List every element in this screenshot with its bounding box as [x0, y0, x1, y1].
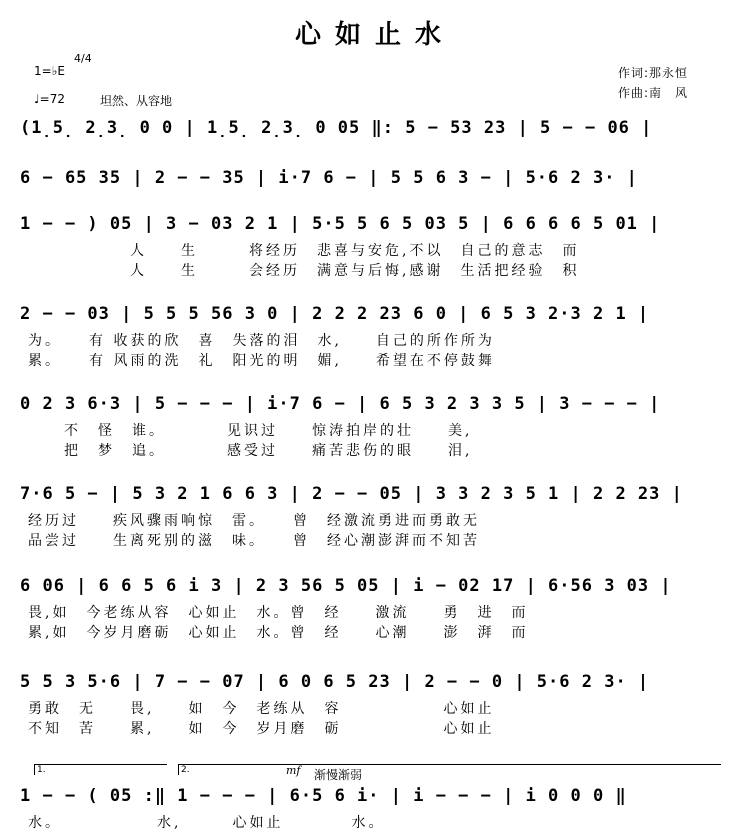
- lyrics-verse-1: 不 怪 谁。 见识过 惊涛拍岸的壮 美,: [64, 423, 473, 439]
- volta-1: 1.: [34, 764, 167, 775]
- lyrics-verse-1: 人 生 将经历 悲喜与安危,不以 自己的意志 而: [130, 243, 580, 259]
- tempo-change-mark: 渐慢渐弱: [314, 768, 363, 782]
- score-line-1: [20, 118, 730, 158]
- score-line-6: [20, 484, 730, 554]
- lyrics-verse-2: 人 生 会经历 满意与后悔,感谢 生活把经验 积: [130, 263, 580, 279]
- score-line-2: [20, 168, 730, 208]
- notes: 1 − − ) 05 | 3 − 03 2 1 | 5·5 5 6 5 03 5 | 6 6 6 6 5 01 |: [20, 214, 661, 234]
- expression-mark: 坦然、从容地: [100, 94, 173, 108]
- lyrics-verse-2: 品尝过 生离死别的滋 味。 曾 经心潮澎湃而不知苦: [28, 533, 480, 549]
- notes: 6 − 65 35 | 2 − − 35 | i·7 6 − | 5 5 6 3 − | 5·6 2 3· |: [20, 168, 638, 188]
- notes: 1 − − ( 05 :‖ 1 − − − | 6·5 6 i· | i − − − | i 0 0 0 ‖: [20, 786, 627, 806]
- lyrics-verse-2: 累。 有 风雨的洗 礼 阳光的明 媚, 希望在不停鼓舞: [28, 353, 495, 369]
- notes: 0 2 3 6·3 | 5 − − − | i·7 6 − | 6 5 3 2 3 3 5 | 3 − − − |: [20, 394, 661, 414]
- lyrics-verse-2: 不知 苦 累, 如 今 岁月磨 砺 心如止: [28, 721, 495, 737]
- tempo-mark: ♩=72: [34, 92, 65, 106]
- key-signature: 1=♭E: [34, 64, 65, 78]
- notes: 7·6 5 − | 5 3 2 1 6 6 3 | 2 − − 05 | 3 3 2 3 5 1 | 2 2 23 |: [20, 484, 683, 504]
- dynamic-mark: mf: [286, 764, 301, 777]
- score-line-7: [20, 576, 730, 646]
- lyrics-verse-1: 畏,如 今老练从容 心如止 水。曾 经 激流 勇 进 而: [28, 605, 529, 621]
- page-title: 心如止水: [294, 20, 455, 50]
- score-line-5: [20, 394, 730, 464]
- lyrics-final: 水。 水, 心如止 水。: [28, 815, 386, 831]
- lyrics-verse-1: 勇敢 无 畏, 如 今 老练从 容 心如止: [28, 701, 495, 717]
- lyricist-credit: 作词:那永恒: [618, 66, 689, 80]
- score-line-4: [20, 304, 730, 374]
- composer-credit: 作曲:南 风: [618, 86, 689, 100]
- notes: 2 − − 03 | 5 5 5 56 3 0 | 2 2 2 23 6 0 | 6 5 3 2·3 2 1 |: [20, 304, 650, 324]
- score-line-9: [20, 786, 730, 832]
- notes: (1̣5̣ 2̣3̣ 0 0 | 1̣5̣ 2̣3̣ 0 05 ‖: 5 − 53 23 | 5 − − 06 |: [20, 118, 653, 138]
- lyrics-verse-1: 为。 有 收获的欣 喜 失落的泪 水, 自己的所作所为: [28, 333, 495, 349]
- lyrics-verse-2: 把 梦 追。 感受过 痛苦悲伤的眼 泪,: [64, 443, 473, 459]
- lyrics-verse-2: 累,如 今岁月磨砺 心如止 水。曾 经 心潮 澎 湃 而: [28, 625, 529, 641]
- time-signature: 4/4: [74, 52, 92, 65]
- lyrics-verse-1: 经历过 疾风骤雨响惊 雷。 曾 经激流勇进而勇敢无: [28, 513, 480, 529]
- notes: 6 06 | 6 6 5 6 i 3 | 2 3 56 5 05 | i − 02 17 | 6·56 3 03 |: [20, 576, 672, 596]
- notes: 5 5 3 5·6 | 7 − − 07 | 6 0 6 5 23 | 2 − − 0 | 5·6 2 3· |: [20, 672, 650, 692]
- score-line-8: [20, 672, 730, 742]
- volta-2: 2.: [178, 764, 721, 775]
- score-line-3: [20, 214, 730, 284]
